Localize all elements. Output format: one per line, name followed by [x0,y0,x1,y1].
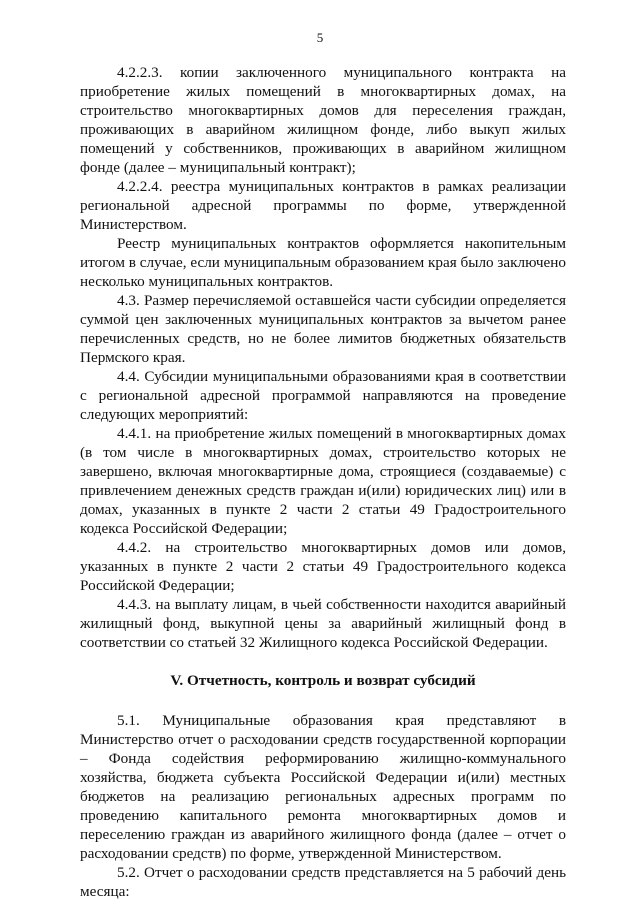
document-body [80,63,566,901]
paragraph-4-2-2-3: 4.2.2.3. копии заключенного муниципального контракта на приобретение жилых помещений в многоквартирных домах, на строительство многоквартирных домов для переселения граждан, проживающих в аварийном жилищном фонде, либо выкуп жилых помещений у собственников, проживающих в аварийном жилищном фонде (далее – муниципальный контракт); [80,64,566,176]
paragraph-registry: Реестр муниципальных контрактов оформляется накопительным итогом в случае, если муниципальным образованием края было заключено несколько муниципальных контрактов. [80,235,566,290]
paragraph-4-4-3: 4.4.3. на выплату лицам, в чьей собственности находится аварийный жилищный фонд, выкупной цены за аварийный жилищный фонд в соответствии со статьей 32 Жилищного кодекса Российской Федерации. [80,596,566,651]
paragraph-5-2: 5.2. Отчет о расходовании средств представляется на 5 рабочий день месяца: [80,864,566,900]
paragraph-5-1: 5.1. Муниципальные образования края представляют в Министерство отчет о расходовании средств государственной корпорации – Фонда содействия реформированию жилищно-коммунального хозяйства, бюджета субъекта Российской Федерации и(или) местных бюджетов на реализацию региональных адресных программ по проведению капитального ремонта многоквартирных домов и переселению граждан из аварийного жилищного фонда (далее – отчет о расходовании средств) по форме, утвержденной Министерством. [80,712,566,862]
paragraph-4-4: 4.4. Субсидии муниципальными образованиями края в соответствии с региональной адресной программой направляются на проведение следующих мероприятий: [80,368,566,423]
paragraph-4-4-2: 4.4.2. на строительство многоквартирных домов или домов, указанных в пункте 2 части 2 статьи 49 Градостроительного кодекса Российской Федерации; [80,539,566,594]
section-v-heading: V. Отчетность, контроль и возврат субсидий [170,672,476,689]
paragraph-4-2-2-4: 4.2.2.4. реестра муниципальных контрактов в рамках реализации региональной адресной программы по форме, утвержденной Министерством. [80,178,566,233]
page-number: 5 [316,30,324,45]
paragraph-4-4-1: 4.4.1. на приобретение жилых помещений в многоквартирных домах (в том числе в многоквартирных домах, строительство которых не завершено, включая многоквартирные дома, строящиеся (создаваемые) с привлечением денежных средств граждан и(или) юридических лиц) или в домах, указанных в пункте 2 части 2 статьи 49 Градостроительного кодекса Российской Федерации; [80,425,566,537]
paragraph-4-3: 4.3. Размер перечисляемой оставшейся части субсидии определяется суммой цен заключенных муниципальных контрактов за вычетом ранее перечисленных средств, но не более лимитов бюджетных обязательств Пермского края. [80,292,566,366]
